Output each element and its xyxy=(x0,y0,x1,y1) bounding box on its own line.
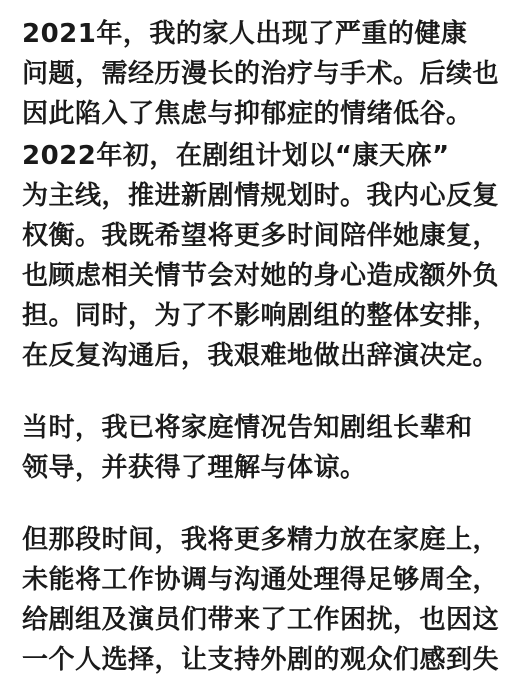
paragraph-family-illness xyxy=(22,14,512,134)
text-line: 担。同时，为了不影响剧组的整体安排， xyxy=(22,301,500,331)
text-line: 2022年初，在剧组计划以“康天庥” xyxy=(22,141,450,171)
text-line: 为主线，推进新剧情规划时。我内心反复 xyxy=(22,181,500,211)
text-line: 给剧组及演员们带来了工作困扰，也因这 xyxy=(22,605,500,635)
text-line: 当时，我已将家庭情况告知剧组长辈和 xyxy=(22,413,473,443)
paragraph-informed-leaders xyxy=(22,408,512,488)
paragraph-resignation-decision xyxy=(22,136,512,376)
text-line: 2021年，我的家人出现了严重的健康 xyxy=(22,19,468,49)
text-line: 领导，并获得了理解与体谅。 xyxy=(22,453,367,483)
text-line: 因此陷入了焦虑与抑郁症的情绪低谷。 xyxy=(22,99,473,129)
paragraph-apology xyxy=(22,520,512,680)
text-line: 在反复沟通后，我艰难地做出辞演决定。 xyxy=(22,341,500,371)
text-line: 但那段时间，我将更多精力放在家庭上， xyxy=(22,525,500,555)
text-line: 也顾虑相关情节会对她的身心造成额外负 xyxy=(22,261,500,291)
text-line: 问题，需经历漫长的治疗与手术。后续也 xyxy=(22,59,500,89)
text-line: 一个人选择，让支持外剧的观众们感到失 xyxy=(22,645,500,675)
text-line: 未能将工作协调与沟通处理得足够周全， xyxy=(22,565,500,595)
text-line: 权衡。我既希望将更多时间陪伴她康复， xyxy=(22,221,500,251)
